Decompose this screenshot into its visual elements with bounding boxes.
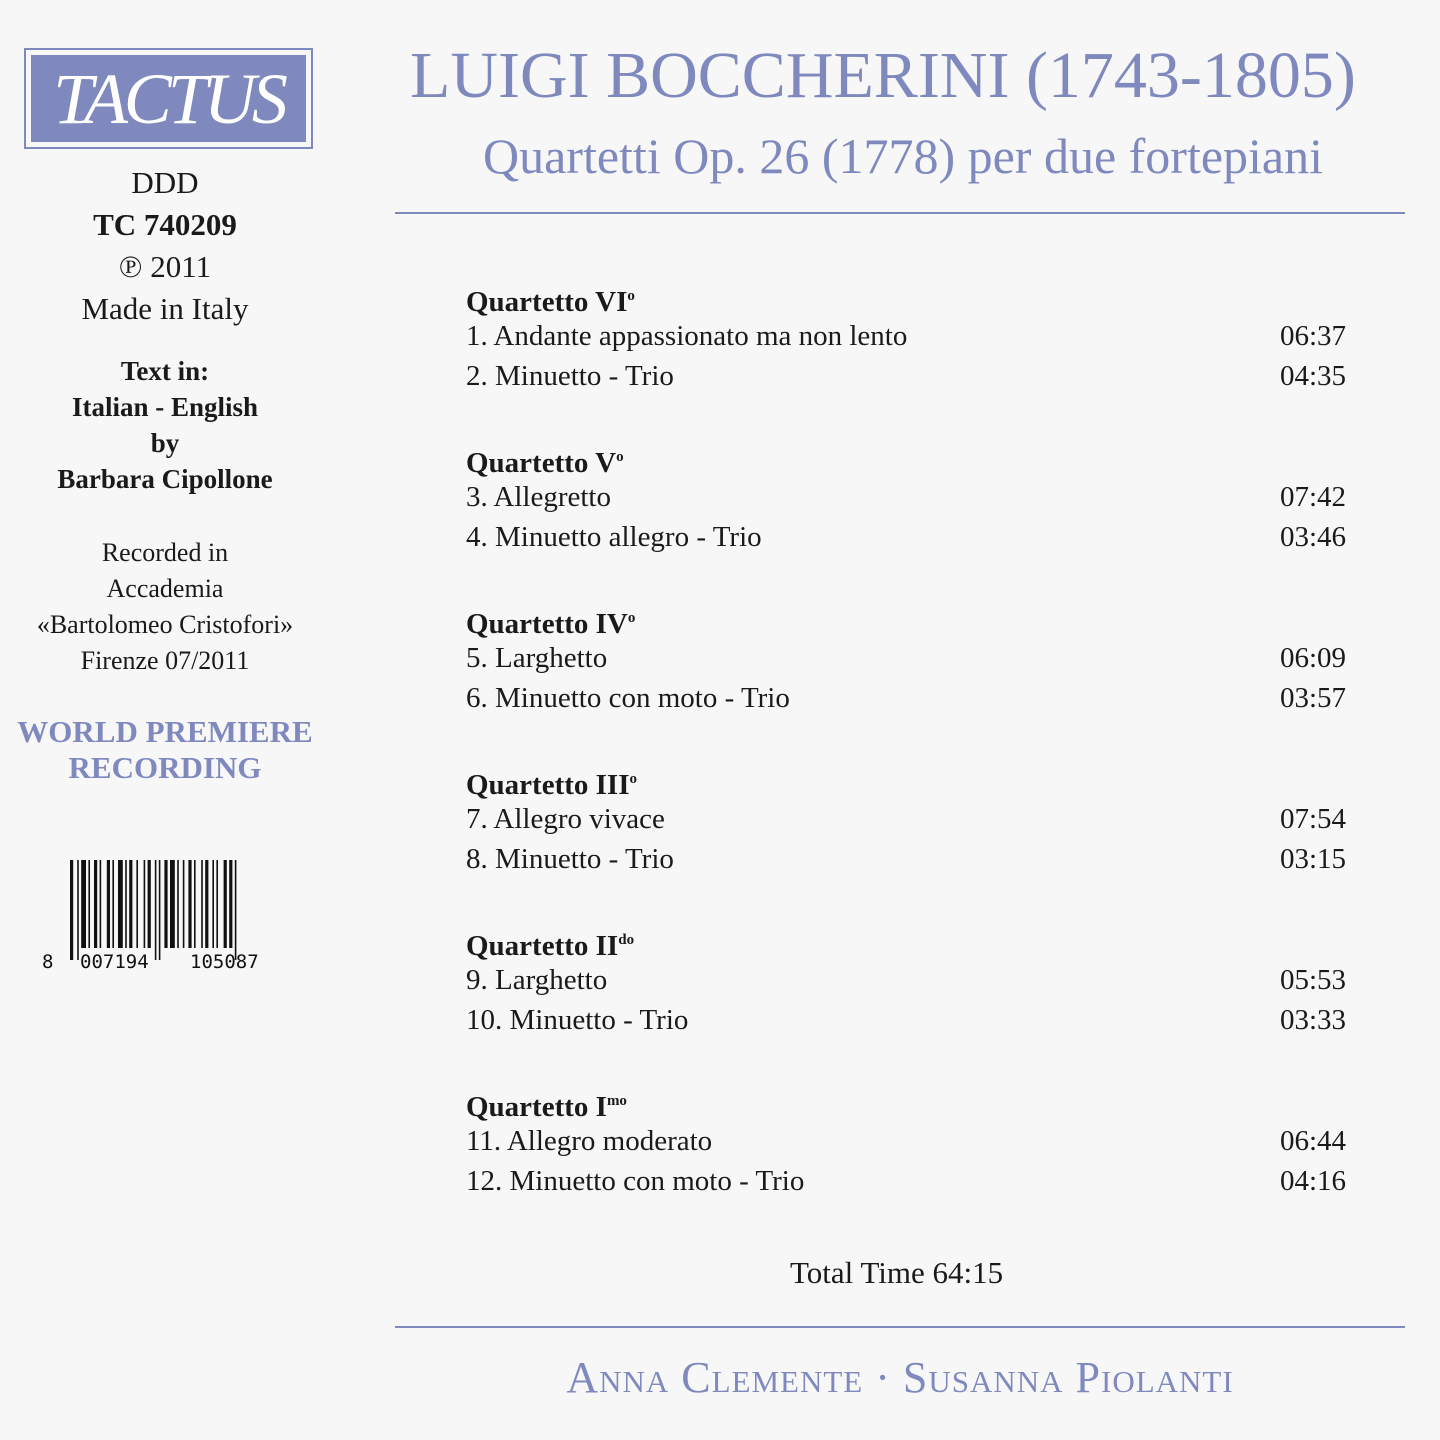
barcode-bar (170, 860, 175, 948)
quartet-heading: Quartetto $I^{mo}$ (466, 1091, 627, 1123)
quartet-4 (466, 598, 1346, 759)
origin-text: Made in Italy (81, 291, 249, 326)
track-title: 2. Minuetto - Trio (466, 360, 674, 392)
track-row (466, 517, 1346, 557)
track-time: 06:09 (1279, 642, 1346, 674)
quartet-heading: Quartetto $VI^o$ (466, 286, 635, 318)
text-in-label: Text in: (120, 356, 210, 386)
track-title: 1. Andante appassionato ma non lento (466, 320, 908, 352)
barcode-bar (235, 860, 237, 960)
track-time: 03:15 (1279, 843, 1346, 875)
track-title: 9. Larghetto (466, 964, 608, 996)
barcode-bar (107, 860, 110, 948)
track-time: 04:35 (1279, 360, 1346, 392)
barcode-bar (70, 860, 73, 960)
recorded-line-4: Firenze 07/2011 (80, 646, 250, 675)
bottom-divider (395, 1326, 1405, 1328)
barcode-digits-right: 105087 (190, 951, 259, 973)
quartet-heading: Quartetto $IV^o$ (466, 608, 636, 640)
tracklist (466, 276, 1346, 1242)
track-title: 11. Allegro moderato (466, 1125, 713, 1157)
track-title: 12. Minuetto con moto - Trio (466, 1165, 805, 1197)
track-title: 8. Minuetto - Trio (466, 843, 674, 875)
track-title: 4. Minuetto allegro - Trio (466, 521, 762, 553)
barcode-bar (118, 860, 123, 948)
barcode-bar (136, 860, 138, 948)
format-text: DDD (131, 165, 199, 200)
premiere-line-2: RECORDING (68, 750, 262, 785)
page-subtitle: Quartetti Op. 26 (1778) per due fortepiani (483, 128, 1324, 184)
track-row (466, 839, 1346, 879)
barcode-bar (129, 860, 132, 948)
top-divider (395, 212, 1405, 214)
barcode-digit-first: 8 (42, 951, 54, 973)
barcode-bar (205, 860, 208, 948)
barcode-bar (229, 860, 232, 948)
track-title: 6. Minuetto con moto - Trio (466, 682, 790, 714)
barcode-bar (125, 860, 127, 948)
barcode-bar (224, 860, 227, 948)
barcode-bar (112, 860, 114, 948)
track-time: 07:42 (1279, 481, 1346, 513)
performers: Anna Clemente · Susanna Piolanti (566, 1353, 1234, 1402)
track-row (466, 1161, 1346, 1201)
track-row (466, 1000, 1346, 1040)
barcode-bar (81, 860, 86, 948)
barcode-bar (100, 860, 102, 948)
author-name: Barbara Cipollone (57, 464, 273, 494)
track-title: 3. Allegretto (466, 481, 611, 513)
page-title: LUIGI BOCCHERINI (1743-1805) (410, 39, 1356, 112)
track-title: 7. Allegro vivace (466, 803, 665, 835)
languages-text: Italian - English (71, 392, 259, 422)
track-time: 07:54 (1279, 803, 1346, 835)
track-time: 03:57 (1279, 682, 1346, 714)
logo-text: TACTUS (31, 55, 306, 142)
barcode-digits-left: 007194 (80, 951, 149, 973)
catalog-number: TC 740209 (93, 207, 237, 242)
track-row (466, 477, 1346, 517)
barcode-bar (159, 860, 161, 960)
tactus-logo (24, 48, 313, 149)
track-title: 5. Larghetto (466, 642, 608, 674)
recorded-line-1: Recorded in (101, 538, 229, 567)
quartet-heading: Quartetto $V^o$ (466, 447, 624, 479)
barcode-bar (88, 860, 90, 948)
quartet-heading: Quartetto $II^{do}$ (466, 930, 635, 962)
barcode-bar (94, 860, 97, 948)
barcode-bar (77, 860, 79, 960)
recorded-line-2: Accademia (106, 574, 224, 603)
total-time: Total Time 64:15 (790, 1255, 1004, 1290)
track-time: 06:37 (1279, 320, 1346, 352)
quartet-3 (466, 759, 1346, 920)
track-title: 10. Minuetto - Trio (466, 1004, 689, 1036)
barcode-bar (194, 860, 196, 948)
barcode-bar (144, 860, 146, 948)
quartet-2 (466, 920, 1346, 1081)
barcode-bar (155, 860, 157, 960)
quartet-6 (466, 276, 1346, 437)
barcode-bar (212, 860, 214, 948)
barcode-bar (183, 860, 185, 948)
track-row (466, 960, 1346, 1000)
quartet-1 (466, 1081, 1346, 1242)
barcode-bar (148, 860, 151, 948)
barcode (40, 858, 290, 973)
track-row (466, 799, 1346, 839)
barcode-bar (188, 860, 191, 948)
barcode-bar (164, 860, 167, 948)
by-text: by (150, 428, 180, 458)
track-time: 05:53 (1279, 964, 1346, 996)
quartet-5 (466, 437, 1346, 598)
track-time: 03:46 (1279, 521, 1346, 553)
barcode-bar (216, 860, 218, 948)
track-row (466, 678, 1346, 718)
barcode-bar (177, 860, 179, 948)
track-time: 03:33 (1279, 1004, 1346, 1036)
recorded-line-3: «Bartolomeo Cristofori» (36, 610, 294, 639)
copyright-text: ℗ 2011 (118, 249, 212, 284)
track-row (466, 356, 1346, 396)
barcode-bar (201, 860, 203, 948)
track-time: 06:44 (1279, 1125, 1346, 1157)
premiere-line-1: WORLD PREMIERE (17, 714, 313, 749)
track-row (466, 316, 1346, 356)
track-row (466, 1121, 1346, 1161)
track-row (466, 638, 1346, 678)
track-time: 04:16 (1279, 1165, 1346, 1197)
quartet-heading: Quartetto III$^o$ (466, 769, 638, 801)
